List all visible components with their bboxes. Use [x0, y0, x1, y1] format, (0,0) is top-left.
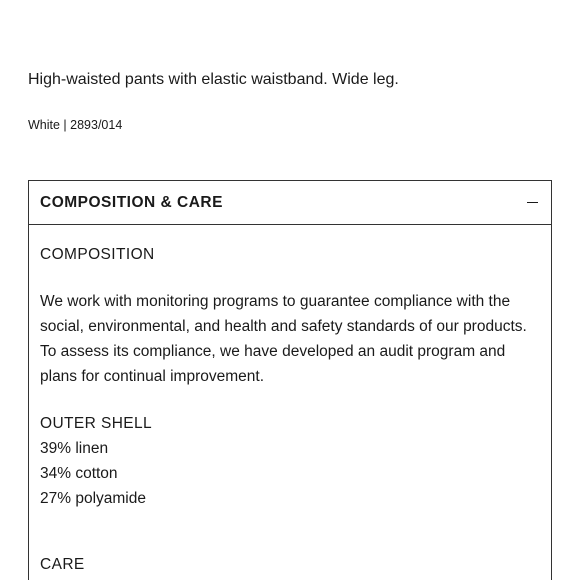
outer-shell-composition [40, 411, 152, 511]
composition-statement: We work with monitoring programs to guarantee compliance with the social, environmental, and health and safety standards of our products. To assess its compliance, we have developed an audit program and plans for continual improvement. [40, 293, 527, 385]
product-description: High-waisted pants with elastic waistband. Wide leg. [28, 71, 399, 88]
composition-care-accordion [28, 180, 552, 580]
material-item: 39% linen [40, 440, 109, 457]
material-item: 34% cotton [40, 465, 118, 482]
minus-icon[interactable] [527, 202, 538, 203]
outer-shell-label: OUTER SHELL [40, 415, 153, 432]
composition-care-header[interactable] [29, 181, 551, 225]
care-heading: CARE [40, 556, 85, 573]
accordion-title: COMPOSITION & CARE [40, 194, 223, 211]
product-color-reference: White | 2893/014 [28, 118, 123, 132]
composition-heading: COMPOSITION [40, 246, 155, 263]
material-item: 27% polyamide [40, 490, 146, 507]
